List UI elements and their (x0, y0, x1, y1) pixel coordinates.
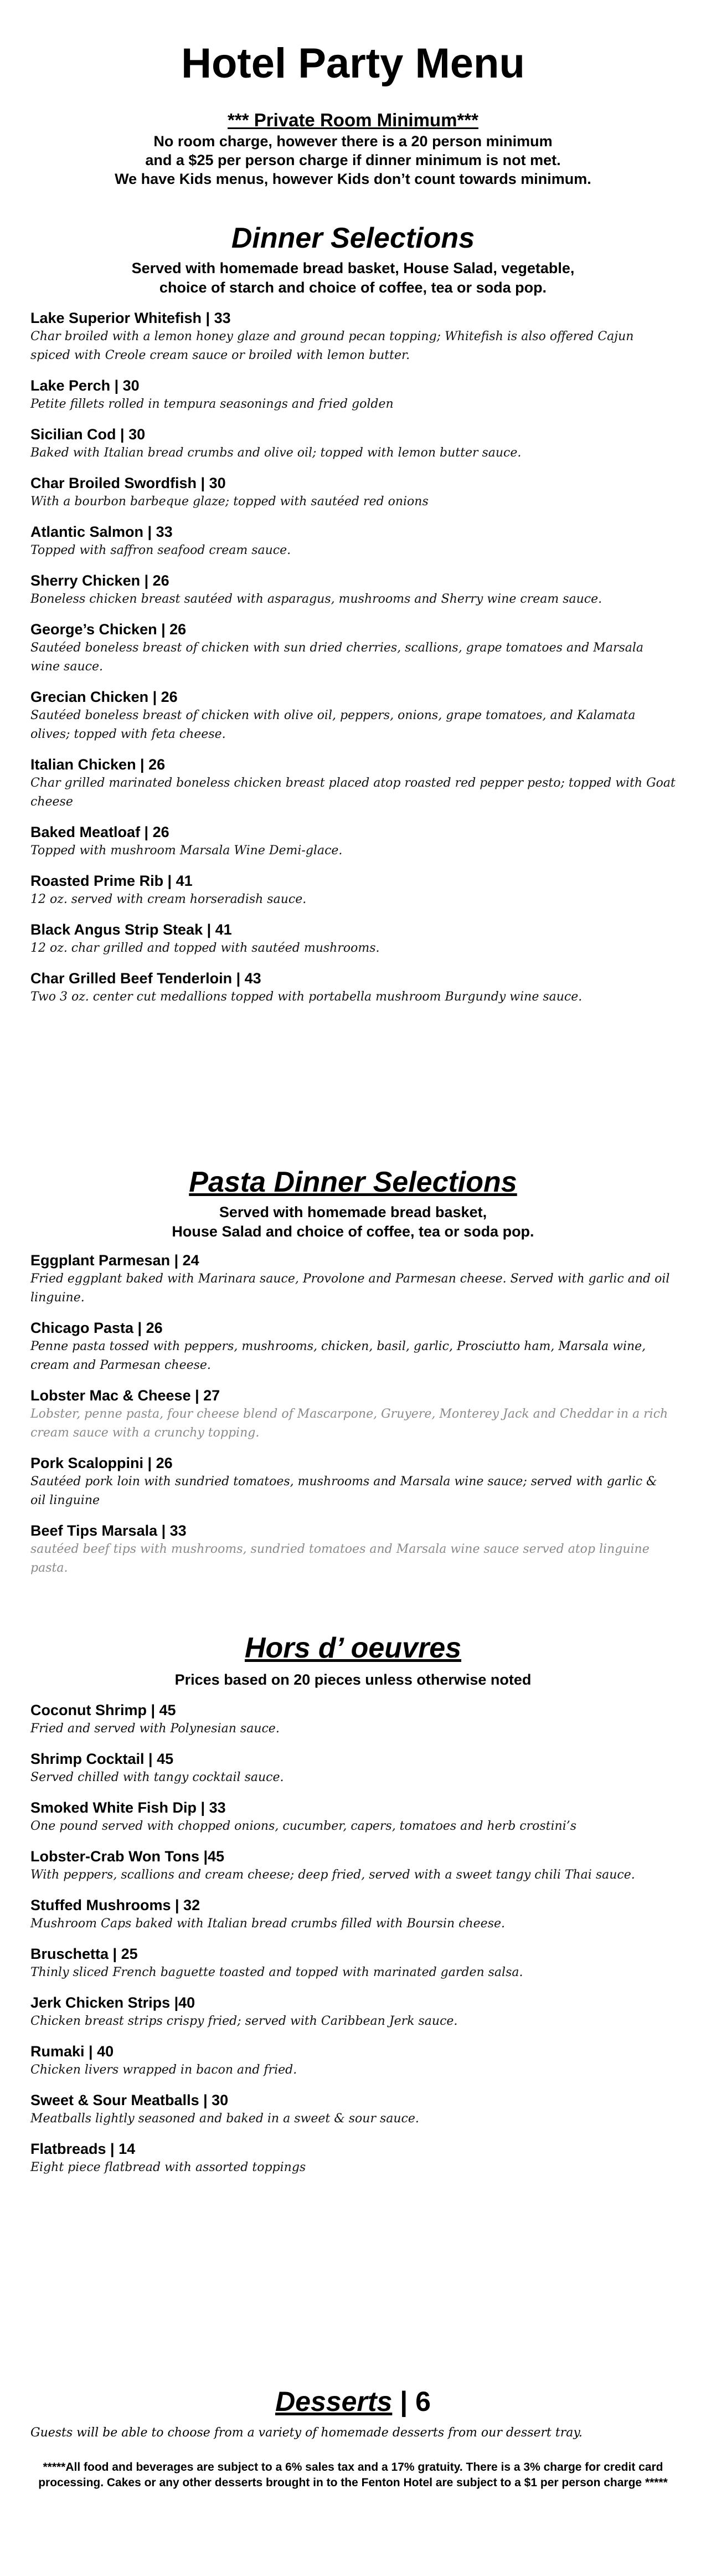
menu-item-description: Eight piece flatbread with assorted toppings (30, 2161, 306, 2174)
menu-item (30, 1944, 676, 1982)
menu-item-description: Fried and served with Polynesian sauce. (30, 1722, 280, 1736)
menu-item-description: Baked with Italian bread crumbs and olive oil; topped with lemon butter sauce. (30, 446, 522, 460)
menu-item-name: George’s Chicken | 26 (30, 621, 187, 638)
menu-item-name: Coconut Shrimp | 45 (30, 1702, 176, 1718)
menu-item-description: One pound served with chopped onions, cucumber, capers, tomatoes and herb crostini’s (30, 1819, 577, 1833)
footer-note: *****All food and beverages are subject to a 6% sales tax and a 17% gratuity. There is a 3% charge for credit card processing. Cakes or any other desserts brought in to the Fenton Hotel are subject to a $1 per person charge ***** (38, 2461, 668, 2489)
menu-item-name: Sicilian Cod | 30 (30, 426, 146, 443)
menu-item-name: Lobster-Crab Won Tons |45 (30, 1848, 225, 1865)
hors-subtitle (0, 1670, 706, 1690)
pasta-heading: Pasta Dinner Selections (189, 1166, 517, 1198)
menu-item-name: Atlantic Salmon | 33 (30, 524, 173, 540)
menu-item-description: Topped with saffron seafood cream sauce. (30, 543, 291, 557)
hors-heading: Hors d’ oeuvres (244, 1632, 462, 1664)
dinner-heading: Dinner Selections (231, 222, 475, 254)
page-title: Hotel Party Menu (181, 40, 525, 87)
menu-item-description: Sautéed pork loin with sundried tomatoes, mushrooms and Marsala wine sauce; served with garlic & oil linguine (30, 1475, 657, 1507)
menu-item (30, 1386, 676, 1443)
menu-item (30, 1454, 676, 1510)
menu-item-name: Shrimp Cocktail | 45 (30, 1751, 174, 1767)
menu-item (30, 755, 676, 812)
pasta-subtitle (0, 1203, 706, 1241)
private-room-line: No room charge, however there is a 20 person minimum (153, 133, 553, 150)
menu-item (30, 1896, 676, 1933)
hors-subtitle-line: Prices based on 20 pieces unless otherwise noted (174, 1671, 532, 1688)
menu-item-name: Flatbreads | 14 (30, 2141, 136, 2157)
menu-item-name: Baked Meatloaf | 26 (30, 824, 169, 840)
menu-item-name: Grecian Chicken | 26 (30, 689, 178, 705)
menu-item (30, 823, 676, 860)
menu-item-description: Petite fillets rolled in tempura seasonings and fried golden (30, 397, 394, 411)
menu-item-name: Pork Scaloppini | 26 (30, 1455, 173, 1471)
menu-item-description: Char broiled with a lemon honey glaze and ground pecan topping; Whitefish is also offered Cajun spiced with Creole cream sauce or broiled with lemon butter. (30, 330, 634, 362)
menu-item (30, 969, 676, 1007)
menu-item (30, 1318, 676, 1375)
menu-item-description: Two 3 oz. center cut medallions topped with portabella mushroom Burgundy wine sauce. (30, 990, 583, 1004)
menu-item (30, 1798, 676, 1836)
menu-item-description: 12 oz. served with cream horseradish sauce. (30, 892, 307, 906)
menu-item (30, 871, 676, 909)
menu-item (30, 2091, 676, 2128)
menu-item-name: Chicago Pasta | 26 (30, 1320, 163, 1336)
menu-item-name: Rumaki | 40 (30, 2043, 114, 2060)
menu-item-name: Eggplant Parmesan | 24 (30, 1252, 199, 1269)
hors-items (30, 1701, 676, 2188)
menu-item-name: Lake Perch | 30 (30, 377, 140, 394)
menu-item-name: Roasted Prime Rib | 41 (30, 873, 193, 889)
menu-item-description: Chicken breast strips crispy fried; served with Caribbean Jerk sauce. (30, 2014, 458, 2028)
menu-item (30, 571, 676, 609)
menu-item-name: Beef Tips Marsala | 33 (30, 1522, 187, 1539)
menu-item (30, 1701, 676, 1738)
menu-item-description: Boneless chicken breast sautéed with asparagus, mushrooms and Sherry wine cream sauce. (30, 592, 602, 606)
menu-item-name: Smoked White Fish Dip | 33 (30, 1799, 226, 1816)
dinner-items (30, 309, 676, 1018)
menu-item (30, 1993, 676, 2031)
dinner-subtitle (0, 259, 706, 297)
menu-item (30, 1521, 676, 1578)
menu-item-description: 12 oz. char grilled and topped with sautéed mushrooms. (30, 941, 380, 955)
menu-item (30, 687, 676, 744)
menu-item-description: Char grilled marinated boneless chicken breast placed atop roasted red pepper pesto; topped with Goat cheese (30, 776, 676, 809)
dinner-subtitle-line: Served with homemade bread basket, House Salad, vegetable, (131, 260, 575, 276)
menu-item (30, 1251, 676, 1307)
menu-item-name: Lake Superior Whitefish | 33 (30, 310, 231, 326)
menu-item-description: sautéed beef tips with mushrooms, sundried tomatoes and Marsala wine sauce served atop linguine pasta. (30, 1542, 650, 1575)
menu-item (30, 376, 676, 414)
menu-item-name: Lobster Mac & Cheese | 27 (30, 1387, 220, 1404)
menu-item-description: Sautéed boneless breast of chicken with olive oil, peppers, onions, grape tomatoes, and Kalamata olives; topped with feta cheese. (30, 709, 636, 741)
pasta-items (30, 1251, 676, 1589)
menu-item-description: Penne pasta tossed with peppers, mushrooms, chicken, basil, garlic, Prosciutto ham, Marsala wine, cream and Parmesan cheese. (30, 1340, 646, 1372)
desserts-description: Guests will be able to choose from a variety of homemade desserts from our dessert tray. (30, 2426, 583, 2440)
menu-item (30, 522, 676, 560)
menu-item-description: Meatballs lightly seasoned and baked in a sweet & sour sauce. (30, 2112, 419, 2126)
menu-item-name: Italian Chicken | 26 (30, 756, 166, 773)
menu-item (30, 620, 676, 676)
menu-item-name: Sherry Chicken | 26 (30, 572, 169, 589)
private-room-notice (0, 109, 706, 188)
menu-item-name: Bruschetta | 25 (30, 1946, 138, 1962)
menu-item-description: Mushroom Caps baked with Italian bread crumbs filled with Boursin cheese. (30, 1917, 506, 1931)
menu-item-name: Black Angus Strip Steak | 41 (30, 921, 232, 938)
pasta-subtitle-line: Served with homemade bread basket, (219, 1204, 487, 1220)
private-room-line: We have Kids menus, however Kids don’t count towards minimum. (115, 171, 591, 187)
menu-item-name: Jerk Chicken Strips |40 (30, 1994, 195, 2011)
menu-item-description: With peppers, scallions and cream cheese; deep fried, served with a sweet tangy chili Thai sauce. (30, 1868, 635, 1882)
menu-item-description: Topped with mushroom Marsala Wine Demi-glace. (30, 844, 343, 858)
menu-item-name: Char Broiled Swordfish | 30 (30, 475, 226, 491)
desserts-heading (0, 2385, 706, 2418)
private-room-heading: *** Private Room Minimum*** (228, 110, 478, 130)
menu-item (30, 920, 676, 958)
menu-item (30, 1749, 676, 1787)
menu-item-description: Fried eggplant baked with Marinara sauce, Provolone and Parmesan cheese. Served with garlic and oil linguine. (30, 1272, 670, 1305)
menu-item-description: Lobster, penne pasta, four cheese blend of Mascarpone, Gruyere, Monterey Jack and Cheddar in a rich cream sauce with a crunchy topping. (30, 1407, 668, 1440)
menu-item-description: Sautéed boneless breast of chicken with sun dried cherries, scallions, grape tomatoes and Marsala wine sauce. (30, 641, 644, 674)
menu-item-name: Sweet & Sour Meatballs | 30 (30, 2092, 229, 2108)
pasta-subtitle-line: House Salad and choice of coffee, tea or soda pop. (172, 1223, 534, 1240)
dinner-subtitle-line: choice of starch and choice of coffee, tea or soda pop. (159, 279, 547, 296)
menu-item-description: Thinly sliced French baguette toasted and topped with marinated garden salsa. (30, 1966, 523, 1979)
menu-item-name: Char Grilled Beef Tenderloin | 43 (30, 970, 261, 987)
menu-item (30, 2139, 676, 2177)
desserts-title: Desserts (275, 2386, 393, 2417)
desserts-price: | 6 (392, 2386, 431, 2417)
menu-item-name: Stuffed Mushrooms | 32 (30, 1897, 200, 1913)
menu-item (30, 2042, 676, 2080)
menu-item-description: Chicken livers wrapped in bacon and fried. (30, 2063, 297, 2077)
menu-item (30, 309, 676, 365)
menu-item (30, 425, 676, 463)
menu-item-description: Served chilled with tangy cocktail sauce. (30, 1771, 284, 1784)
menu-item (30, 474, 676, 511)
menu-item (30, 1847, 676, 1885)
menu-item-description: With a bourbon barbeque glaze; topped with sautéed red onions (30, 495, 429, 509)
private-room-line: and a $25 per person charge if dinner minimum is not met. (145, 152, 561, 168)
